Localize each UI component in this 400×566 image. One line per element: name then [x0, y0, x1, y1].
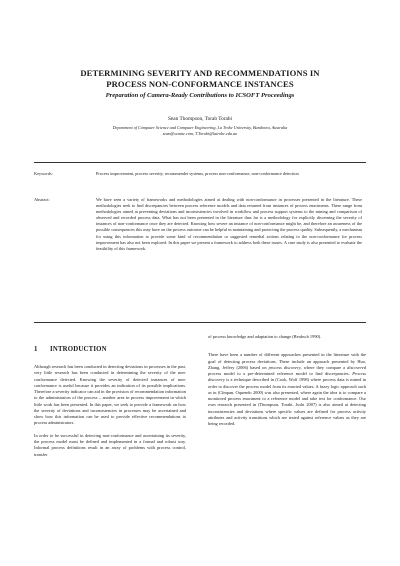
text-run: process model to a pre-determined reference model to find discrepancies. [208, 371, 353, 376]
rule-top [34, 162, 366, 163]
section-heading-introduction [34, 345, 184, 354]
italic-term: process discovery [268, 364, 301, 370]
italic-term: discovered [347, 364, 367, 370]
rule-bottom [34, 322, 366, 323]
text-run: , where they compare a [300, 364, 348, 370]
abstract-label: Abstract: [34, 197, 50, 202]
keywords-label: Keywords: [34, 171, 53, 176]
title-line-2: PROCESS NON-CONFORMANCE INSTANCES [106, 79, 294, 89]
section-number: 1 [34, 346, 38, 353]
text-run: is a technique described in (Cook, Wolf 1998) where process data is mined in order to discover the process model from its enacted values. A fuzzy logic approach such as in (Cîmpan, Oquendo 2000) was also presented, where again the idea is to compare a monitored process enactment to a reference model and take test for conformance. Our own research presented in (Thompson, Torabi, Joshi 2007) is also aimed at detecting inconsistencies and deviations where specific values are defined for process activity attributes and activity transitions which are tested against reference values as they are being recorded. [208, 377, 366, 426]
left-column [34, 364, 186, 464]
intro-paragraph-1: Although research has been conducted in detecting deviations in processes in the past, very little research has been conducted in determining the severity of the non-conformance detected. Knowing the severity of detected instances of non-conformance is useful because it provides an indication of its possible implications. Therefore a severity indicator can aid in the provision of recommendation information to the administrators of the process – another area in process improvement in which little work has been presented. In this paper, we seek to provide a framework on how the severity of deviations and inconsistencies in processes may be ascertained and show how this information can be used to provide effective recommendations to process administrators. [34, 364, 186, 426]
intro-paragraph-continuation: of process knowledge and adaptation to change (Reubsch 1990). [208, 334, 322, 339]
title-line-1: DETERMINING SEVERITY AND RECOMMENDATIONS IN [80, 68, 320, 78]
keywords-text: Process improvement, process severity, recommender systems, process non-conformance, non-conformance detection [96, 171, 299, 176]
abstract-text: We have seen a variety of frameworks and methodologies aimed at dealing with non-conformance in processes presented in the literature. These methodologies seek to find discrepancies between process reference models and data returned from instances of process enactments. These range from methodologies aimed at preventing deviations and inconsistencies involved in workflow and process support systems to the mining and comparison of observed and recorded process data. What has not been presented in the literature thus far is a methodology for explicitly discerning the severity of instances of non-conformance once they are detected. Knowing how severe an instance of non-conformance might be, and therefore an awareness of the possible consequences this may have on the process outcome can be helpful in maintaining and protecting the process quality. Subsequently, a mechanism for using this information to provide some kind of recommendation or suggested remedial actions relating to the non-conformance for process improvement has also not been explored. In this paper we present a framework to address both these issues. A case study is also presented to evaluate the feasibility of this framework. [96, 197, 362, 251]
right-column [208, 334, 366, 434]
intro-paragraph-3 [208, 352, 366, 427]
author-emails: sean@seante.com, T.Torabi@latrobe.edu.au [162, 131, 238, 136]
paper-title [40, 68, 360, 90]
section-title: INTRODUCTION [50, 346, 107, 353]
intro-paragraph-2: In order to be successful in detecting non-conformance and ascertaining its severity, the process model must be defined and implemented in a formal and robust way. Informal process definitions result in an array of problems with process control, transfer [34, 432, 186, 457]
italic-term: Process discovery [208, 371, 366, 383]
author-affiliation: Department of Computer Science and Computer Engineering, La Trobe University, Bundoora, Australia [112, 125, 288, 130]
author-names: Sean Thompson, Torab Torabi [168, 116, 232, 122]
text-run: There have been a number of different approaches presented in the literature with the goal of detecting process deviations. These include an approach presented by Huo, Zhang, Jeffery (2006) based on [208, 352, 366, 370]
paper-subtitle: Preparation of Camera-Ready Contributions to ICSOFT Proceedings [105, 92, 295, 99]
